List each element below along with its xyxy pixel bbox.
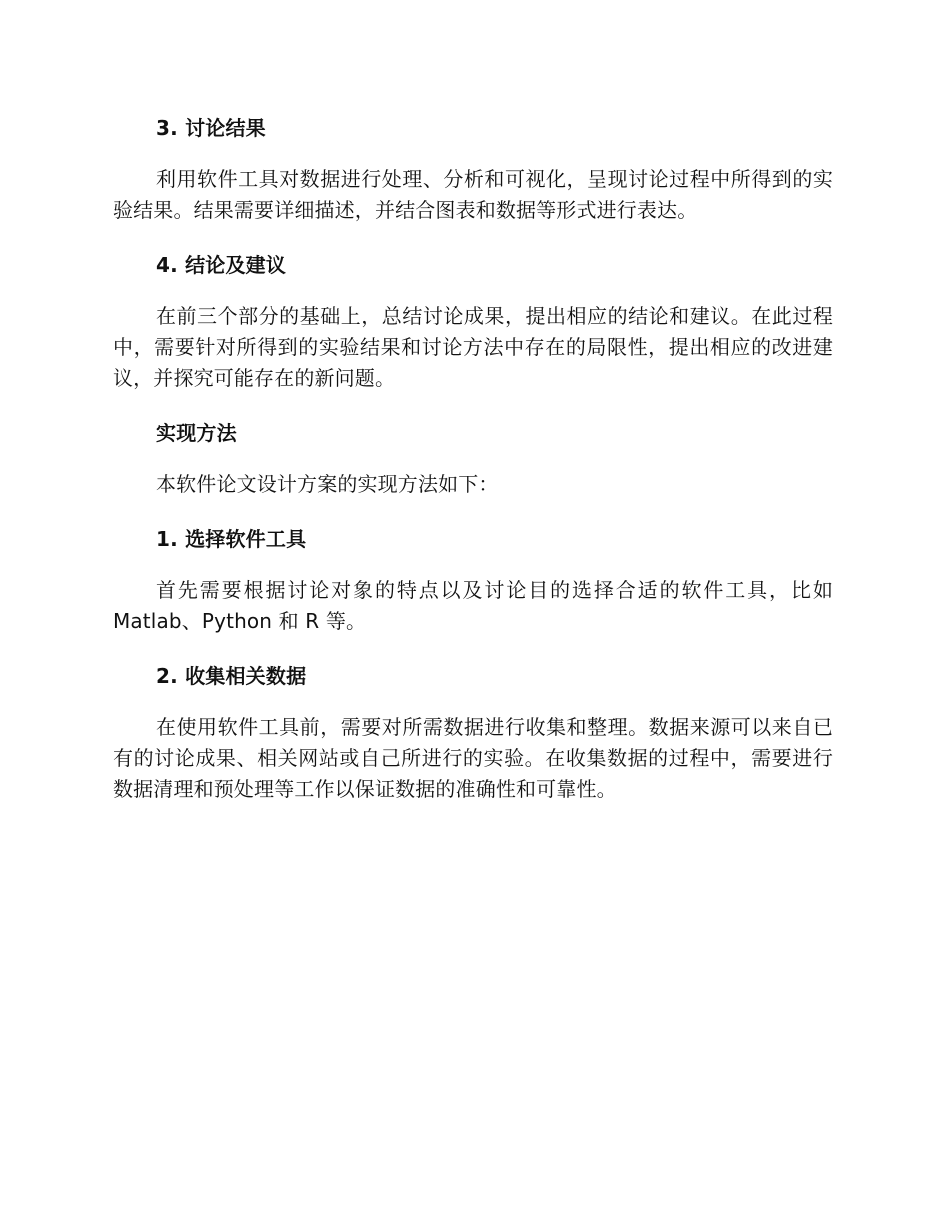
spacer	[113, 281, 833, 301]
spacer	[113, 394, 833, 417]
spacer	[113, 637, 833, 660]
spacer	[113, 500, 833, 523]
spacer	[113, 555, 833, 575]
section-paragraph-select-tools: 首先需要根据讨论对象的特点以及讨论目的选择合适的软件工具，比如 Matlab、Python 和 R 等。	[113, 578, 833, 633]
section-heading-select-tools: 1. 选择软件工具	[156, 527, 307, 551]
spacer	[113, 226, 833, 249]
document-body	[113, 112, 833, 805]
section-heading-collect-data: 2. 收集相关数据	[156, 664, 307, 688]
section-paragraph-implementation: 本软件论文设计方案的实现方法如下：	[156, 472, 499, 496]
spacer	[113, 144, 833, 164]
section-heading-conclusions: 4. 结论及建议	[156, 253, 287, 277]
section-heading-discussion-results: 3. 讨论结果	[156, 116, 266, 140]
spacer	[113, 449, 833, 469]
spacer	[113, 692, 833, 712]
section-paragraph-collect-data: 在使用软件工具前，需要对所需数据进行收集和整理。数据来源可以来自已有的讨论成果、相关网站或自己所进行的实验。在收集数据的过程中，需要进行数据清理和预处理等工作以保证数据的准确性和可靠性。	[113, 715, 833, 801]
section-paragraph-discussion-results: 利用软件工具对数据进行处理、分析和可视化，呈现讨论过程中所得到的实验结果。结果需要详细描述，并结合图表和数据等形式进行表达。	[113, 167, 833, 222]
section-paragraph-conclusions: 在前三个部分的基础上，总结讨论成果，提出相应的结论和建议。在此过程中，需要针对所得到的实验结果和讨论方法中存在的局限性，提出相应的改进建议，并探究可能存在的新问题。	[113, 304, 833, 390]
section-heading-implementation: 实现方法	[156, 421, 237, 445]
